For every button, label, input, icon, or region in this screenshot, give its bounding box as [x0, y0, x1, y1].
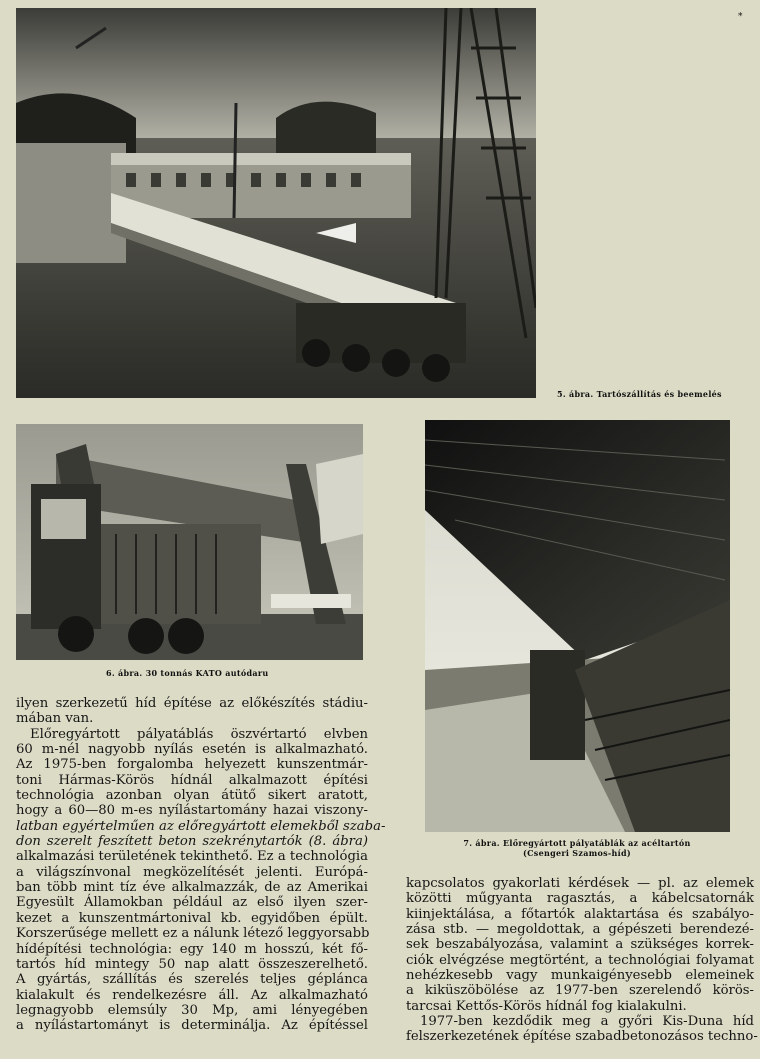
- text-line: Korszerűsége mellett ez a nálunk létező leggyorsabb: [16, 926, 370, 942]
- figure-5-photo: [16, 8, 536, 398]
- paragraph: [16, 726, 386, 1034]
- text-line: legnagyobb elemsúly 30 Mp, ami lényegében: [16, 1002, 368, 1018]
- text-line: hídépítési technológia: egy 140 m hosszú, két fő-: [16, 941, 368, 957]
- figure-7-caption-line2: (Csengeri Szamos-híd): [523, 848, 631, 858]
- left-text-column: [16, 696, 386, 1034]
- paragraph: [406, 876, 754, 1014]
- figure-6-caption: 6. ábra. 30 tonnás KATO autódaru: [106, 668, 269, 678]
- text-line: Egyesült Államokban például az első ilyen szer-: [16, 895, 368, 911]
- text-line: közötti műgyanta ragasztás, a kábelcsatornák: [406, 891, 754, 907]
- text-line: kapcsolatos gyakorlati kérdések — pl. az elemek: [406, 876, 754, 891]
- text-line: toni Hármas-Körös hídnál alkalmazott építési: [16, 772, 368, 788]
- text-line: ciók elvégzése megtörtént, a technológiai folyamat: [406, 952, 754, 968]
- text-line: technológia azonban olyan átütő sikert aratott,: [16, 788, 368, 804]
- text-line: kezet a kunszentmártonival kb. egyidőben épült.: [16, 910, 368, 926]
- figure-7-caption-line1: 7. ábra. Előregyártott pályatáblák az acéltartón: [463, 838, 691, 848]
- text-line: a nyílástartományt is determinálja. Az építéssel: [16, 1018, 368, 1034]
- text-line: sek beszabályozása, valamint a szükséges korrek-: [406, 937, 754, 953]
- right-text-column: [406, 876, 758, 1045]
- text-line: ilyen szerkezetű híd építése az előkészítés stádiu-: [16, 696, 368, 711]
- figure-7-caption: [446, 838, 708, 858]
- text-line: hogy a 60—80 m-es nyílástartomány hazai viszony-: [16, 803, 368, 819]
- figure-5-caption: 5. ábra. Tartószállítás és beemelés: [557, 389, 722, 399]
- paragraph: [16, 696, 368, 727]
- figure-6-photo: [16, 424, 363, 660]
- text-line: tarcsai Kettős-Körös hídnál fog kialakulni.: [406, 998, 687, 1014]
- text-line: ban több mint tíz éve alkalmazzák, de az Amerikai: [16, 880, 368, 896]
- text-line: felszerkezetének építése szabadbetonozásos techno-: [406, 1029, 758, 1045]
- text-line: Az 1975-ben forgalomba helyezett kunszentmár-: [16, 757, 368, 773]
- text-line: 1977-ben kezdődik meg a győri Kis-Duna híd: [420, 1014, 754, 1030]
- text-line: zása stb. — megoldottak, a gépészeti berendezé-: [406, 922, 754, 938]
- paragraph: [406, 1014, 758, 1045]
- page-mark: *: [738, 12, 743, 22]
- text-line: tartós híd mintegy 50 nap alatt összeszerelhető.: [16, 956, 368, 972]
- text-line: Előregyártott pályatáblás öszvértartó elvben: [30, 726, 368, 742]
- text-line: nehézkesebb vagy munkaigényesebb elemeinek: [406, 968, 754, 984]
- text-line: alkalmazási területének tekinthető. Ez a technológia: [16, 849, 368, 865]
- text-line: don szerelt feszített beton szekrénytartók (8. ábra): [16, 834, 368, 850]
- text-line: a világszínvonal megközelítését jelenti. Európá-: [16, 864, 368, 880]
- text-line: a kiküszöbölése az 1977-ben szerelendő körös-: [406, 983, 754, 999]
- text-line: kialakult és rendelkezésre áll. Az alkalmazható: [16, 987, 368, 1003]
- text-line: kiinjektálása, a főtartók alaktartása és szabályo-: [406, 906, 754, 922]
- text-line: 60 m-nél nagyobb nyílás esetén is alkalmazható.: [16, 742, 368, 758]
- figure-7-photo: [425, 420, 730, 832]
- text-line: A gyártás, szállítás és szerelés teljes géplánca: [16, 972, 368, 988]
- text-line: latban egyértelműen az előregyártott elemekből szaba-: [16, 818, 386, 834]
- text-line: mában van.: [16, 711, 94, 727]
